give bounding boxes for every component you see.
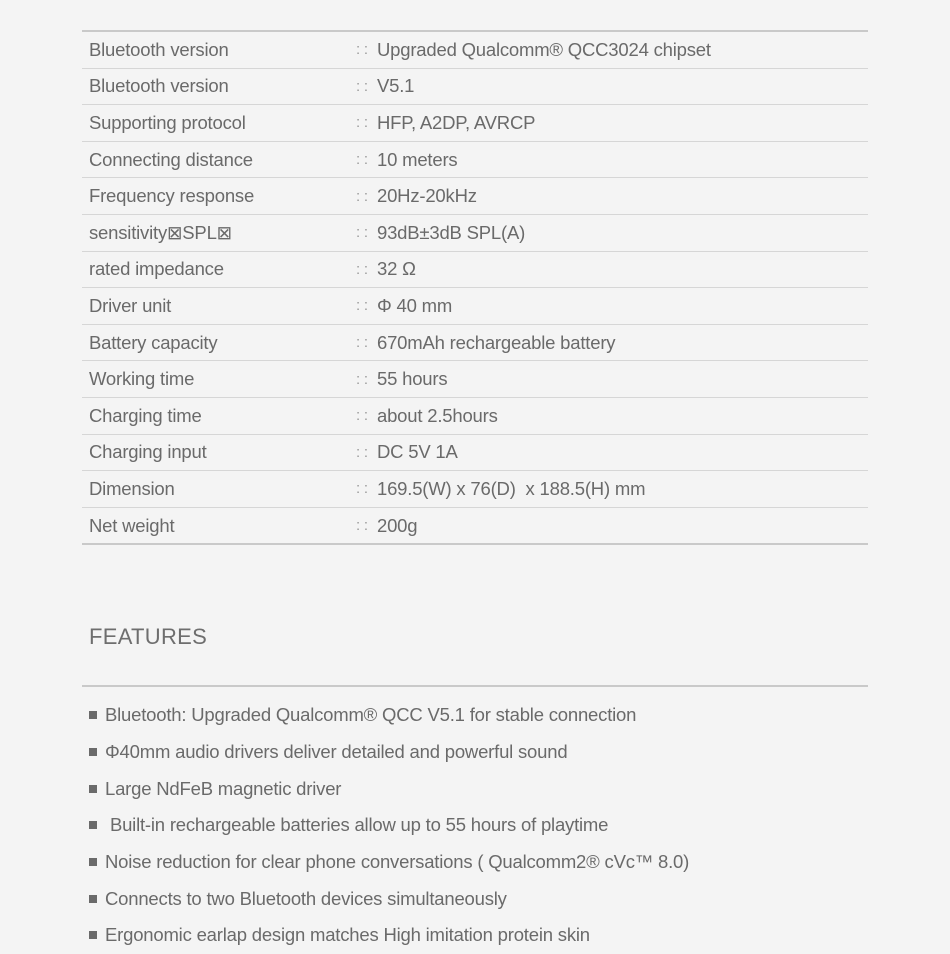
spec-value: 32 Ω [377,258,416,280]
feature-text: Ergonomic earlap design matches High imitation protein skin [105,924,590,946]
spec-value: DC 5V 1A [377,441,458,463]
feature-item [89,844,689,881]
spec-row-working-time [82,361,868,398]
spec-separator: : : [356,114,368,132]
spec-label: Frequency response [89,185,255,207]
feature-item [89,770,689,807]
spec-value: 10 meters [377,148,458,170]
square-bullet-icon [89,711,97,719]
spec-table [82,30,868,545]
spec-value: 169.5(W) x 76(D) x 188.5(H) mm [377,477,646,499]
spec-label: rated impedance [89,258,224,280]
spec-separator: : : [356,370,368,388]
spec-label: Supporting protocol [89,111,246,133]
spec-separator: : : [356,151,368,169]
spec-separator: : : [356,224,368,242]
spec-label: Bluetooth version [89,38,229,60]
feature-text: Noise reduction for clear phone conversations ( Qualcomm2® cVc™ 8.0) [105,851,690,873]
square-bullet-icon [89,858,97,866]
spec-label: Connecting distance [89,148,253,170]
feature-text: Φ40mm audio drivers deliver detailed and powerful sound [105,741,568,763]
features-list [89,697,689,954]
feature-item [89,734,689,771]
spec-separator: : : [356,187,368,205]
spec-row-rated-impedance [82,252,868,289]
square-bullet-icon [89,748,97,756]
spec-separator: : : [356,334,368,352]
spec-value: 55 hours [377,368,448,390]
spec-separator: : : [356,41,368,59]
spec-label: Driver unit [89,294,172,316]
feature-text: Bluetooth: Upgraded Qualcomm® QCC V5.1 for stable connection [105,704,637,726]
spec-row-sensitivity [82,215,868,252]
spec-row-connecting-distance [82,142,868,179]
spec-label: Battery capacity [89,331,218,353]
spec-value: Upgraded Qualcomm® QCC3024 chipset [377,38,711,60]
spec-label: Charging time [89,404,202,426]
spec-value: 200g [377,514,418,536]
features-heading: FEATURES [89,624,208,649]
feature-text: Built-in rechargeable batteries allow up to 55 hours of playtime [105,814,609,836]
spec-label: Charging input [89,441,207,463]
spec-label: Working time [89,368,195,390]
spec-row-charging-time [82,398,868,435]
spec-value: HFP, A2DP, AVRCP [377,111,536,133]
feature-item [89,880,689,917]
spec-label: Net weight [89,514,175,536]
spec-row-dimension [82,471,868,508]
spec-separator: : : [356,77,368,95]
spec-value: 20Hz-20kHz [377,185,477,207]
spec-separator: : : [356,260,368,278]
spec-label: Bluetooth version [89,75,229,97]
square-bullet-icon [89,785,97,793]
spec-label: sensitivity⊠SPL⊠ [89,221,232,243]
spec-separator: : : [356,297,368,315]
spec-row-frequency-response [82,178,868,215]
spec-row-driver-unit [82,288,868,325]
square-bullet-icon [89,895,97,903]
spec-row-charging-input [82,435,868,472]
spec-row-battery-capacity [82,325,868,362]
spec-row-bluetooth-version [82,69,868,106]
spec-separator: : : [356,443,368,461]
square-bullet-icon [89,821,97,829]
feature-text: Large NdFeB magnetic driver [105,777,342,799]
feature-item [89,697,689,734]
spec-row-bluetooth-chipset [82,32,868,69]
spec-separator: : : [356,517,368,535]
spec-separator: : : [356,480,368,498]
spec-value: Φ 40 mm [377,294,453,316]
spec-value: about 2.5hours [377,404,498,426]
spec-value: 670mAh rechargeable battery [377,331,616,353]
spec-separator: : : [356,407,368,425]
feature-item [89,917,689,954]
spec-row-supporting-protocol [82,105,868,142]
spec-row-net-weight [82,508,868,544]
features-divider [82,685,868,687]
spec-value: 93dB±3dB SPL(A) [377,221,526,243]
spec-value: V5.1 [377,75,415,97]
square-bullet-icon [89,931,97,939]
spec-label: Dimension [89,477,175,499]
feature-item [89,807,689,844]
feature-text: Connects to two Bluetooth devices simultaneously [105,887,507,909]
